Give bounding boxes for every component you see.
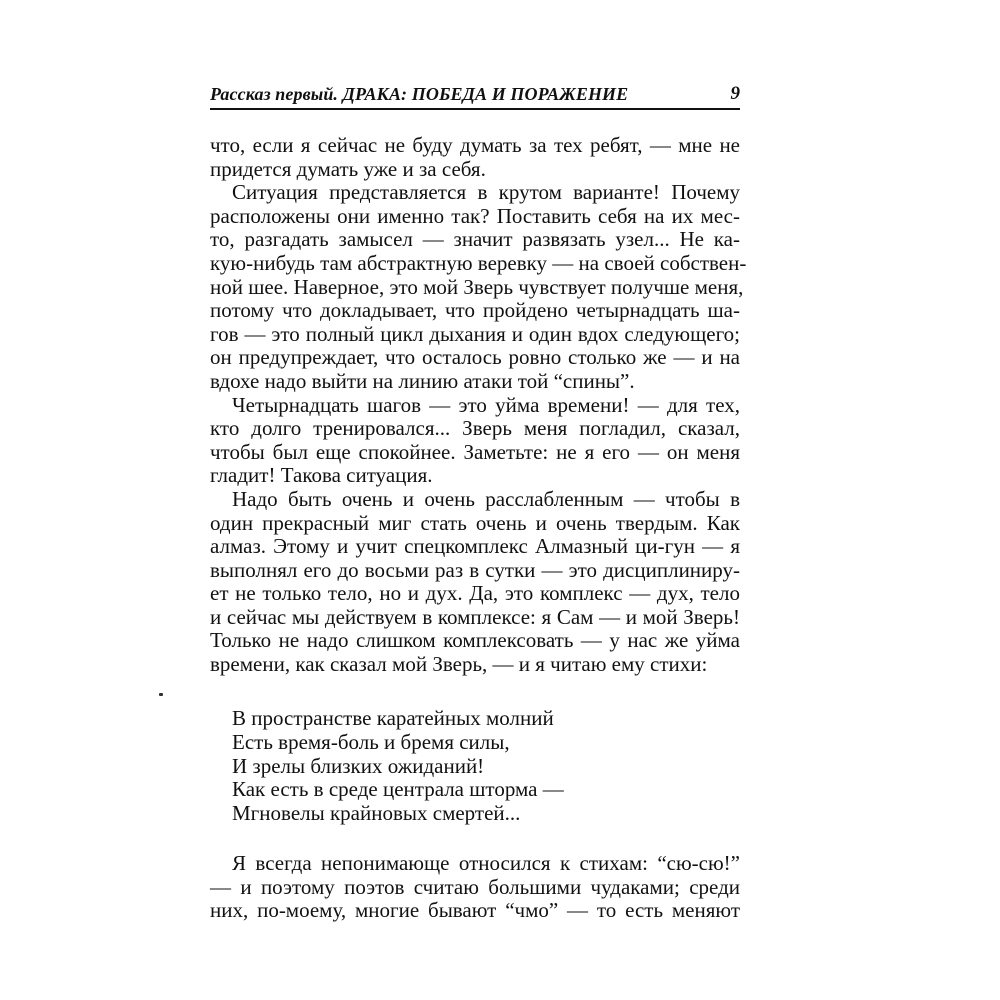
text-line: Надо быть очень и очень расслабленным — чтобы в [232, 486, 740, 511]
text-line: вдохе надо выйти на линию атаки той “спины”. [210, 368, 635, 393]
text-line: Только не надо слишком комплексовать — у нас же уйма [210, 628, 740, 653]
text-line: он предупреждает, что осталось ровно столько же — и на [210, 345, 740, 370]
paragraph [210, 180, 747, 393]
text-line: то, разгадать замысел — значит развязать узел... Не ка- [210, 227, 740, 252]
paragraph [210, 394, 740, 488]
poem-line: И зрелы близких ожиданий! [232, 753, 485, 778]
body-text-bottom [210, 852, 740, 923]
paragraph [210, 852, 740, 923]
poem-line: Есть время-боль и бремя силы, [232, 729, 510, 754]
running-title: Рассказ первый. ДРАКА: ПОБЕДА И ПОРАЖЕНИЕ [210, 84, 629, 104]
poem-line: В пространстве каратейных молний [232, 706, 554, 730]
text-line: гов — это полный цикл дыхания и один вдох следующего; [210, 321, 740, 346]
paragraph [210, 134, 740, 181]
text-line: что, если я сейчас не буду думать за тех ребят, — мне не [210, 133, 740, 157]
text-line: выполнял его до восьми раз в сутки — это дисциплиниру- [210, 557, 740, 582]
text-line: Я всегда непонимающе относился к стихам: “сю-сю!” [232, 851, 740, 875]
text-line: кую-нибудь там абстрактную веревку — на своей собствен- [210, 250, 747, 275]
page-number: 9 [730, 83, 740, 104]
text-line: Ситуация представляется в крутом варианте! Почему [232, 180, 740, 205]
text-line: гладит! Такова ситуация. [210, 463, 433, 488]
text-line: один прекрасный миг стать очень и очень твердым. Как [210, 510, 740, 535]
running-header [210, 82, 740, 110]
text-line: них, по-моему, многие бывают “чмо” — то есть меняют [210, 898, 740, 923]
text-line: расположены они именно так? Поставить себя на их мес- [210, 203, 740, 228]
text-line: времени, как сказал мой Зверь, — и я читаю ему стихи: [210, 652, 708, 677]
text-line: чтобы был еще спокойнее. Заметьте: не я его — он меня [210, 439, 740, 464]
poem-line: Мгновелы крайновых смертей... [232, 801, 521, 826]
scan-speck [159, 693, 163, 696]
paragraph [210, 488, 740, 677]
text-line: и сейчас мы действуем в комплексе: я Сам — и мой Зверь! [210, 604, 740, 629]
text-line: — и поэтому поэтов считаю большими чудаками; среди [210, 874, 740, 899]
text-line: потому что докладывает, что пройдено четырнадцать ша- [210, 298, 740, 323]
text-line: придется думать уже и за себя. [210, 156, 486, 181]
text-line: кто долго тренировался... Зверь меня погладил, сказал, [210, 416, 740, 441]
text-line: ет не только тело, но и дух. Да, это комплекс — дух, тело [210, 581, 740, 606]
text-line: алмаз. Этому и учит спецкомплекс Алмазный ци-гун — я [210, 534, 740, 559]
body-text-top [210, 133, 747, 677]
poem [232, 707, 564, 826]
text-line: Четырнадцать шагов — это уйма времени! — для тех, [232, 392, 740, 417]
poem-line: Как есть в среде централа шторма — [232, 777, 564, 802]
text-line: ной шее. Наверное, это мой Зверь чувствует получше меня, [210, 274, 744, 299]
